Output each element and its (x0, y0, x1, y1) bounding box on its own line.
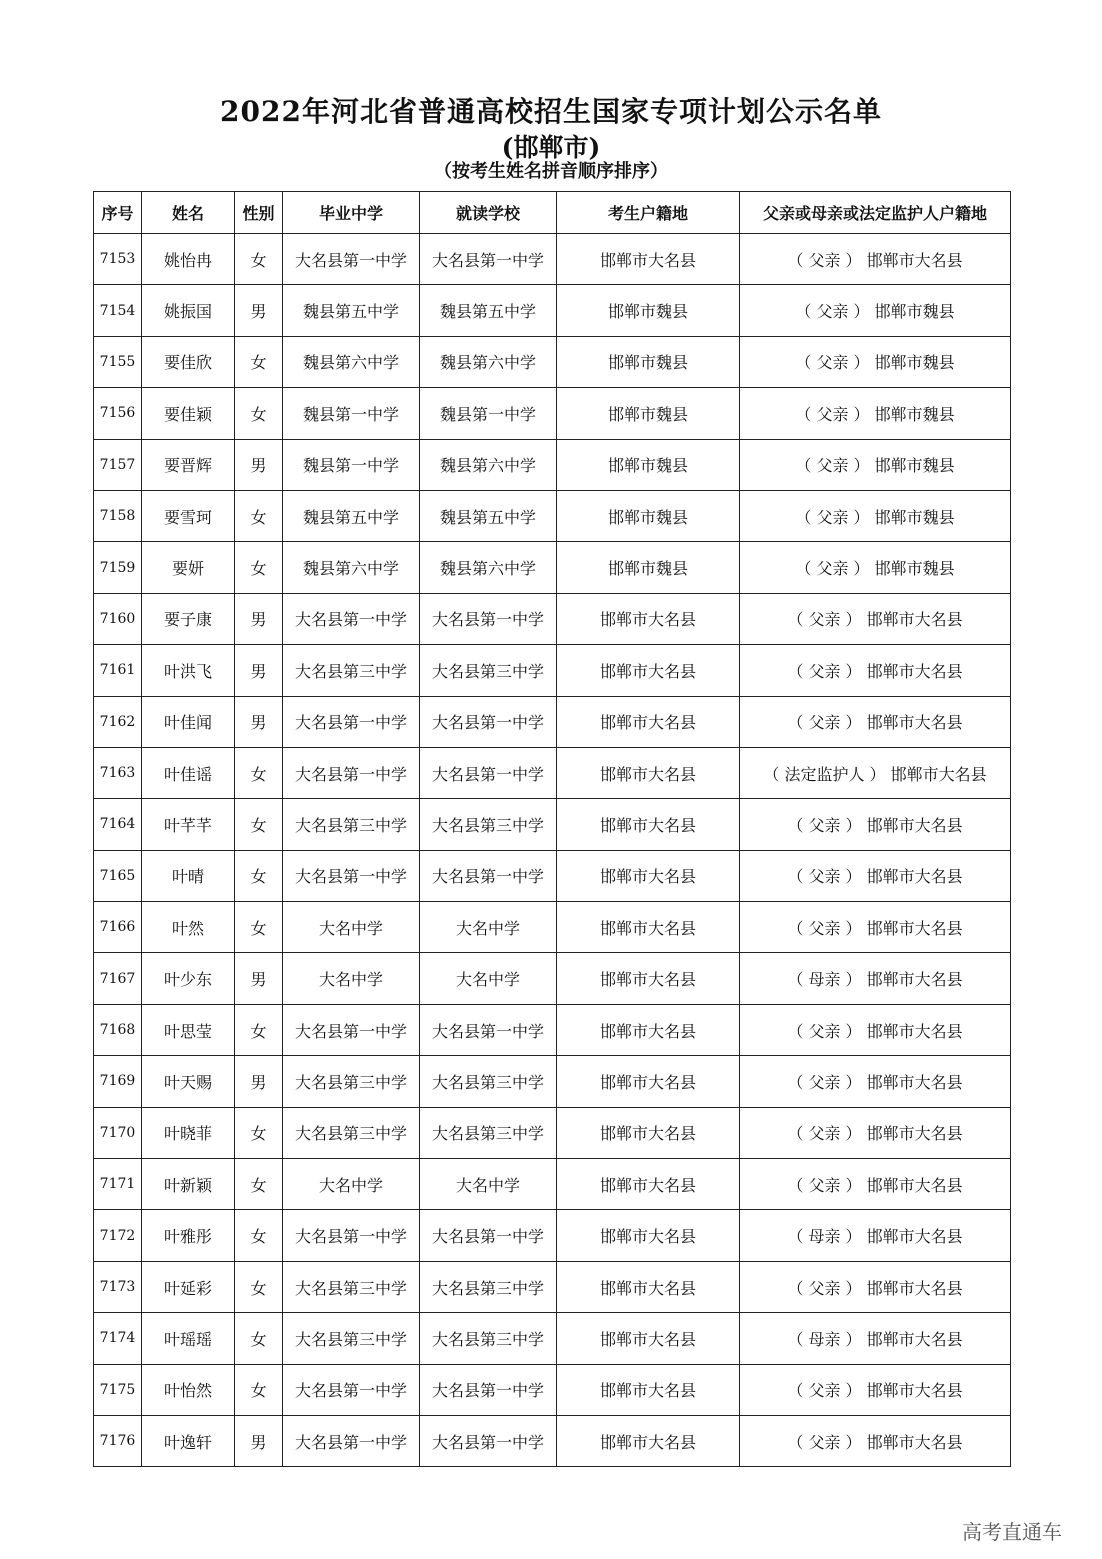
cell-gender: 女 (235, 850, 283, 901)
cell-serial: 7172 (94, 1210, 142, 1261)
cell-household-registration: 邯郸市大名县 (557, 1415, 740, 1466)
header-parent-registration: 父亲或母亲或法定监护人户籍地 (740, 192, 1011, 234)
cell-graduation-school: 魏县第六中学 (283, 542, 420, 593)
cell-graduation-school: 大名中学 (283, 902, 420, 953)
cell-gender: 男 (235, 439, 283, 490)
cell-household-registration: 邯郸市大名县 (557, 1364, 740, 1415)
cell-gender: 男 (235, 1415, 283, 1466)
cell-parent-registration: （ 父亲 ） 邯郸市大名县 (740, 1056, 1011, 1107)
cell-current-school: 大名县第三中学 (420, 799, 557, 850)
cell-name: 要妍 (142, 542, 235, 593)
cell-serial: 7174 (94, 1313, 142, 1364)
cell-name: 叶晴 (142, 850, 235, 901)
cell-name: 叶洪飞 (142, 645, 235, 696)
table-row (94, 1210, 1011, 1261)
table-row (94, 1159, 1011, 1210)
cell-household-registration: 邯郸市魏县 (557, 439, 740, 490)
cell-gender: 女 (235, 1107, 283, 1158)
cell-parent-registration: （ 父亲 ） 邯郸市大名县 (740, 593, 1011, 644)
table-row (94, 747, 1011, 798)
cell-graduation-school: 大名县第一中学 (283, 696, 420, 747)
cell-current-school: 大名县第一中学 (420, 1004, 557, 1055)
cell-name: 叶逸轩 (142, 1415, 235, 1466)
cell-gender: 男 (235, 696, 283, 747)
cell-name: 叶佳闻 (142, 696, 235, 747)
cell-parent-registration: （ 父亲 ） 邯郸市大名县 (740, 696, 1011, 747)
table-row (94, 1107, 1011, 1158)
cell-serial: 7157 (94, 439, 142, 490)
cell-serial: 7173 (94, 1261, 142, 1312)
cell-household-registration: 邯郸市魏县 (557, 336, 740, 387)
cell-gender: 女 (235, 388, 283, 439)
cell-gender: 女 (235, 490, 283, 541)
cell-current-school: 大名县第一中学 (420, 234, 557, 285)
cell-current-school: 大名县第一中学 (420, 1210, 557, 1261)
cell-parent-registration: （ 母亲 ） 邯郸市大名县 (740, 1210, 1011, 1261)
header-name: 姓名 (142, 192, 235, 234)
cell-parent-registration: （ 父亲 ） 邯郸市魏县 (740, 336, 1011, 387)
cell-serial: 7169 (94, 1056, 142, 1107)
cell-current-school: 大名县第一中学 (420, 850, 557, 901)
cell-household-registration: 邯郸市大名县 (557, 593, 740, 644)
cell-name: 叶雅彤 (142, 1210, 235, 1261)
cell-household-registration: 邯郸市大名县 (557, 234, 740, 285)
cell-gender: 女 (235, 747, 283, 798)
table-row (94, 1415, 1011, 1466)
cell-gender: 女 (235, 1313, 283, 1364)
cell-parent-registration: （ 父亲 ） 邯郸市魏县 (740, 388, 1011, 439)
table-row (94, 1004, 1011, 1055)
cell-gender: 女 (235, 542, 283, 593)
header-current-school: 就读学校 (420, 192, 557, 234)
cell-name: 叶延彩 (142, 1261, 235, 1312)
page-title: 2022年河北省普通高校招生国家专项计划公示名单 (220, 95, 882, 128)
cell-serial: 7158 (94, 490, 142, 541)
table-header-row (94, 192, 1011, 234)
cell-household-registration: 邯郸市大名县 (557, 902, 740, 953)
cell-graduation-school: 大名中学 (283, 953, 420, 1004)
cell-graduation-school: 大名县第一中学 (283, 234, 420, 285)
cell-current-school: 大名县第三中学 (420, 1107, 557, 1158)
cell-gender: 女 (235, 1261, 283, 1312)
cell-name: 要雪珂 (142, 490, 235, 541)
cell-parent-registration: （ 父亲 ） 邯郸市魏县 (740, 490, 1011, 541)
cell-household-registration: 邯郸市魏县 (557, 490, 740, 541)
cell-household-registration: 邯郸市大名县 (557, 1107, 740, 1158)
header-gender: 性别 (235, 192, 283, 234)
cell-name: 要子康 (142, 593, 235, 644)
cell-gender: 女 (235, 336, 283, 387)
cell-household-registration: 邯郸市大名县 (557, 799, 740, 850)
cell-graduation-school: 大名县第一中学 (283, 1364, 420, 1415)
cell-serial: 7162 (94, 696, 142, 747)
cell-gender: 男 (235, 1056, 283, 1107)
cell-name: 叶少东 (142, 953, 235, 1004)
header-serial: 序号 (94, 192, 142, 234)
cell-graduation-school: 魏县第五中学 (283, 285, 420, 336)
cell-graduation-school: 大名县第一中学 (283, 747, 420, 798)
cell-graduation-school: 大名县第三中学 (283, 1261, 420, 1312)
cell-name: 叶瑶瑶 (142, 1313, 235, 1364)
cell-current-school: 魏县第五中学 (420, 490, 557, 541)
cell-household-registration: 邯郸市大名县 (557, 1261, 740, 1312)
cell-graduation-school: 大名县第三中学 (283, 799, 420, 850)
table-row (94, 542, 1011, 593)
cell-name: 叶佳谣 (142, 747, 235, 798)
cell-name: 叶新颖 (142, 1159, 235, 1210)
cell-graduation-school: 大名县第三中学 (283, 1313, 420, 1364)
cell-parent-registration: （ 父亲 ） 邯郸市大名县 (740, 1004, 1011, 1055)
cell-gender: 男 (235, 285, 283, 336)
table-row (94, 490, 1011, 541)
header-graduation-school: 毕业中学 (283, 192, 420, 234)
cell-household-registration: 邯郸市魏县 (557, 285, 740, 336)
cell-current-school: 大名中学 (420, 953, 557, 1004)
cell-serial: 7163 (94, 747, 142, 798)
cell-parent-registration: （ 父亲 ） 邯郸市大名县 (740, 645, 1011, 696)
cell-current-school: 大名中学 (420, 902, 557, 953)
cell-graduation-school: 魏县第一中学 (283, 439, 420, 490)
cell-gender: 女 (235, 902, 283, 953)
table-row (94, 953, 1011, 1004)
cell-parent-registration: （ 父亲 ） 邯郸市大名县 (740, 799, 1011, 850)
cell-serial: 7168 (94, 1004, 142, 1055)
cell-serial: 7171 (94, 1159, 142, 1210)
cell-name: 叶然 (142, 902, 235, 953)
cell-household-registration: 邯郸市大名县 (557, 1210, 740, 1261)
cell-parent-registration: （ 父亲 ） 邯郸市大名县 (740, 1159, 1011, 1210)
cell-graduation-school: 大名县第三中学 (283, 1107, 420, 1158)
cell-current-school: 魏县第六中学 (420, 336, 557, 387)
cell-current-school: 大名县第一中学 (420, 696, 557, 747)
page-subtitle: (邯郸市) (501, 133, 601, 162)
cell-serial: 7166 (94, 902, 142, 953)
cell-current-school: 大名中学 (420, 1159, 557, 1210)
cell-name: 叶芊芊 (142, 799, 235, 850)
cell-current-school: 魏县第五中学 (420, 285, 557, 336)
table-row (94, 593, 1011, 644)
watermark-text: 高考直通车 (962, 1520, 1062, 1544)
cell-household-registration: 邯郸市大名县 (557, 1313, 740, 1364)
cell-name: 要佳欣 (142, 336, 235, 387)
table-row (94, 439, 1011, 490)
cell-name: 要佳颖 (142, 388, 235, 439)
cell-parent-registration: （ 父亲 ） 邯郸市大名县 (740, 1261, 1011, 1312)
cell-gender: 女 (235, 1364, 283, 1415)
cell-current-school: 大名县第一中学 (420, 1364, 557, 1415)
cell-serial: 7167 (94, 953, 142, 1004)
cell-graduation-school: 魏县第六中学 (283, 336, 420, 387)
cell-parent-registration: （ 母亲 ） 邯郸市大名县 (740, 1313, 1011, 1364)
cell-graduation-school: 大名县第一中学 (283, 1004, 420, 1055)
table-row (94, 1056, 1011, 1107)
cell-name: 叶思莹 (142, 1004, 235, 1055)
cell-graduation-school: 大名中学 (283, 1159, 420, 1210)
cell-current-school: 大名县第三中学 (420, 1261, 557, 1312)
cell-name: 要晋辉 (142, 439, 235, 490)
cell-graduation-school: 大名县第一中学 (283, 1415, 420, 1466)
cell-gender: 男 (235, 953, 283, 1004)
table-row (94, 234, 1011, 285)
cell-graduation-school: 大名县第一中学 (283, 1210, 420, 1261)
cell-household-registration: 邯郸市大名县 (557, 747, 740, 798)
cell-parent-registration: （ 父亲 ） 邯郸市魏县 (740, 439, 1011, 490)
cell-gender: 男 (235, 593, 283, 644)
cell-serial: 7164 (94, 799, 142, 850)
cell-parent-registration: （ 法定监护人 ） 邯郸市大名县 (740, 747, 1011, 798)
cell-name: 叶怡然 (142, 1364, 235, 1415)
cell-current-school: 大名县第三中学 (420, 645, 557, 696)
cell-gender: 女 (235, 1004, 283, 1055)
cell-household-registration: 邯郸市大名县 (557, 1004, 740, 1055)
table-row (94, 902, 1011, 953)
table-row (94, 1261, 1011, 1312)
sort-note: （按考生姓名拼音顺序排序） (434, 161, 668, 182)
cell-parent-registration: （ 父亲 ） 邯郸市大名县 (740, 1107, 1011, 1158)
cell-current-school: 魏县第六中学 (420, 542, 557, 593)
cell-name: 叶天赐 (142, 1056, 235, 1107)
cell-household-registration: 邯郸市魏县 (557, 388, 740, 439)
cell-current-school: 大名县第一中学 (420, 593, 557, 644)
cell-serial: 7156 (94, 388, 142, 439)
table-row (94, 336, 1011, 387)
cell-parent-registration: （ 父亲 ） 邯郸市魏县 (740, 542, 1011, 593)
cell-graduation-school: 大名县第三中学 (283, 645, 420, 696)
cell-parent-registration: （ 父亲 ） 邯郸市魏县 (740, 285, 1011, 336)
cell-graduation-school: 大名县第三中学 (283, 1056, 420, 1107)
cell-household-registration: 邯郸市魏县 (557, 542, 740, 593)
cell-serial: 7175 (94, 1364, 142, 1415)
cell-parent-registration: （ 父亲 ） 邯郸市大名县 (740, 850, 1011, 901)
cell-household-registration: 邯郸市大名县 (557, 1159, 740, 1210)
cell-name: 姚振国 (142, 285, 235, 336)
cell-current-school: 大名县第一中学 (420, 747, 557, 798)
table-row (94, 1313, 1011, 1364)
header-household-registration: 考生户籍地 (557, 192, 740, 234)
table-row (94, 850, 1011, 901)
cell-gender: 男 (235, 645, 283, 696)
cell-parent-registration: （ 父亲 ） 邯郸市大名县 (740, 1415, 1011, 1466)
cell-serial: 7153 (94, 234, 142, 285)
table-row (94, 285, 1011, 336)
cell-household-registration: 邯郸市大名县 (557, 1056, 740, 1107)
cell-current-school: 大名县第三中学 (420, 1313, 557, 1364)
roster-table (93, 191, 1011, 1467)
cell-name: 叶晓菲 (142, 1107, 235, 1158)
cell-gender: 女 (235, 1210, 283, 1261)
cell-graduation-school: 魏县第一中学 (283, 388, 420, 439)
cell-gender: 女 (235, 799, 283, 850)
cell-gender: 女 (235, 234, 283, 285)
cell-current-school: 魏县第一中学 (420, 388, 557, 439)
cell-serial: 7170 (94, 1107, 142, 1158)
cell-serial: 7165 (94, 850, 142, 901)
cell-household-registration: 邯郸市大名县 (557, 850, 740, 901)
cell-current-school: 大名县第一中学 (420, 1415, 557, 1466)
table-row (94, 799, 1011, 850)
cell-household-registration: 邯郸市大名县 (557, 953, 740, 1004)
cell-parent-registration: （ 父亲 ） 邯郸市大名县 (740, 902, 1011, 953)
cell-current-school: 魏县第六中学 (420, 439, 557, 490)
cell-parent-registration: （ 父亲 ） 邯郸市大名县 (740, 1364, 1011, 1415)
cell-serial: 7155 (94, 336, 142, 387)
cell-gender: 女 (235, 1159, 283, 1210)
cell-name: 姚怡冉 (142, 234, 235, 285)
table-row (94, 1364, 1011, 1415)
cell-parent-registration: （ 父亲 ） 邯郸市大名县 (740, 234, 1011, 285)
cell-current-school: 大名县第三中学 (420, 1056, 557, 1107)
table-row (94, 645, 1011, 696)
cell-serial: 7161 (94, 645, 142, 696)
cell-household-registration: 邯郸市大名县 (557, 696, 740, 747)
table-body (94, 234, 1011, 1467)
table-row (94, 388, 1011, 439)
cell-serial: 7176 (94, 1415, 142, 1466)
cell-graduation-school: 大名县第一中学 (283, 850, 420, 901)
cell-serial: 7159 (94, 542, 142, 593)
cell-serial: 7154 (94, 285, 142, 336)
cell-graduation-school: 大名县第一中学 (283, 593, 420, 644)
cell-household-registration: 邯郸市大名县 (557, 645, 740, 696)
cell-parent-registration: （ 母亲 ） 邯郸市大名县 (740, 953, 1011, 1004)
cell-serial: 7160 (94, 593, 142, 644)
table-row (94, 696, 1011, 747)
cell-graduation-school: 魏县第五中学 (283, 490, 420, 541)
